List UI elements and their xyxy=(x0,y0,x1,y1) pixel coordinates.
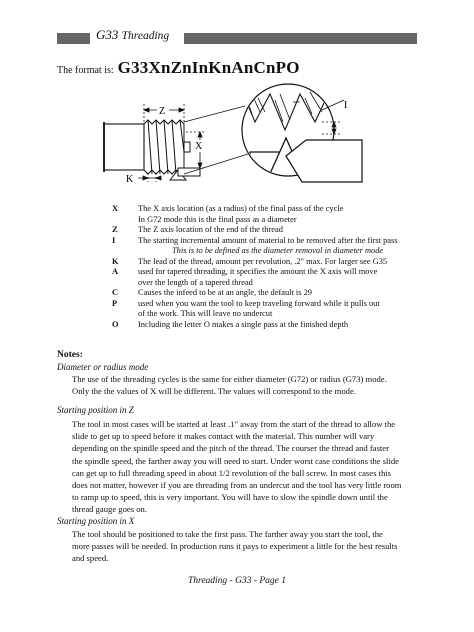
label-k: K xyxy=(126,174,134,185)
param-key: Z xyxy=(112,225,118,234)
section-title: Diameter or radius mode xyxy=(57,362,149,372)
param-key: A xyxy=(112,267,119,276)
param-desc: used when you want the tool to keep traveling forward while it pulls out xyxy=(138,298,380,308)
format-code: G33XnZnInKnAnCnPO xyxy=(117,58,300,77)
body-line: more passes will be needed. In production runs it pays to experiment a little for the best results xyxy=(72,541,398,552)
param-key: P xyxy=(112,298,118,308)
body-line: The tool should be positioned to take the first pass. The farther away you start the tool, the xyxy=(72,529,383,539)
header-bar-left xyxy=(57,33,90,44)
param-key: K xyxy=(112,256,119,266)
body-line: and speed. xyxy=(72,553,109,564)
param-desc: over the length of a tapered thread xyxy=(138,277,253,287)
format-line xyxy=(57,58,300,78)
param-desc: In G72 mode this is the final pass as a diameter xyxy=(138,214,297,224)
page-title xyxy=(96,27,169,43)
param-desc: The X axis location (as a radius) of the final pass of the cycle xyxy=(138,204,344,213)
param-note: This is to be defined as the diameter removal in diameter mode xyxy=(172,246,384,255)
param-desc: Including the letter O makes a single pass at the finished depth xyxy=(138,319,349,329)
body-line: Only the the values of X will be different. The values will correspond to the mode. xyxy=(72,386,356,397)
thread-profile xyxy=(144,120,184,174)
header-bar-right xyxy=(184,33,417,44)
notes-heading-text: Notes xyxy=(57,350,80,360)
i-dimension xyxy=(322,100,344,134)
label-z: Z xyxy=(159,106,166,117)
param-desc: Causes the infeed to be at an angle, the default is 29 xyxy=(138,288,312,297)
notes-heading: Notes: xyxy=(57,350,83,360)
page-footer: Threading - G33 - Page 1 xyxy=(187,576,287,586)
format-label: The format is: xyxy=(57,65,114,76)
section-body xyxy=(72,373,447,397)
body-line: thread gauge goes on. xyxy=(72,504,147,515)
body-line: slide to get up to speed before it makes contact with the material. This number will vary xyxy=(72,431,375,442)
large-tool xyxy=(286,140,362,182)
threading-diagram xyxy=(100,82,380,190)
param-key: I xyxy=(112,235,116,245)
label-x: X xyxy=(195,141,203,152)
title-code: G33 xyxy=(96,27,119,42)
param-key: C xyxy=(112,288,119,297)
param-key: O xyxy=(112,319,119,329)
param-desc: used for tapered threading, it specifies the amount the X axis will move xyxy=(138,267,378,276)
section-title: Starting position in Z xyxy=(57,405,134,415)
body-line: The tool in most cases will be started at least .1" away from the start of the thread to allow the xyxy=(72,419,396,429)
param-key: X xyxy=(112,204,119,213)
section-title: Starting position in X xyxy=(57,516,135,526)
body-line: depending on the spindle speed and the pitch of the thread. The courser the thread and faster xyxy=(72,443,389,454)
body-line: The use of the threading cycles is the same for either diameter (G72) or radius (G73) mode. xyxy=(72,374,387,384)
section-body xyxy=(72,528,447,565)
body-line: to ramp up to speed, this is very important. You will have to slow the spindle down until the xyxy=(72,492,388,503)
callout-lines xyxy=(184,106,248,174)
k-dimension xyxy=(138,173,161,182)
body-line: the spindle speed, the farther away you will need to start. Under worst case conditions the slide xyxy=(72,455,399,466)
param-desc: The starting incremental amount of material to be removed after the first pass xyxy=(138,235,398,245)
workpiece xyxy=(104,122,144,172)
title-text: Threading xyxy=(121,30,170,42)
label-i: I xyxy=(344,100,348,111)
param-desc: The lead of the thread, amount per revolution, .2" max. For larger see G35 xyxy=(138,256,388,266)
body-line: can get up to full threading speed in about 1/2 revolution of the ball screw. In most cases this xyxy=(72,467,392,478)
undercut xyxy=(184,142,190,152)
param-desc: of the work. This will leave no undercut xyxy=(138,309,273,318)
parameter-list xyxy=(112,204,472,344)
body-line: does not matter, however if you are threading from an undercut and the tool has very little room xyxy=(72,480,402,491)
section-body xyxy=(72,418,447,516)
param-desc: The Z axis location of the end of the thread xyxy=(138,225,283,234)
